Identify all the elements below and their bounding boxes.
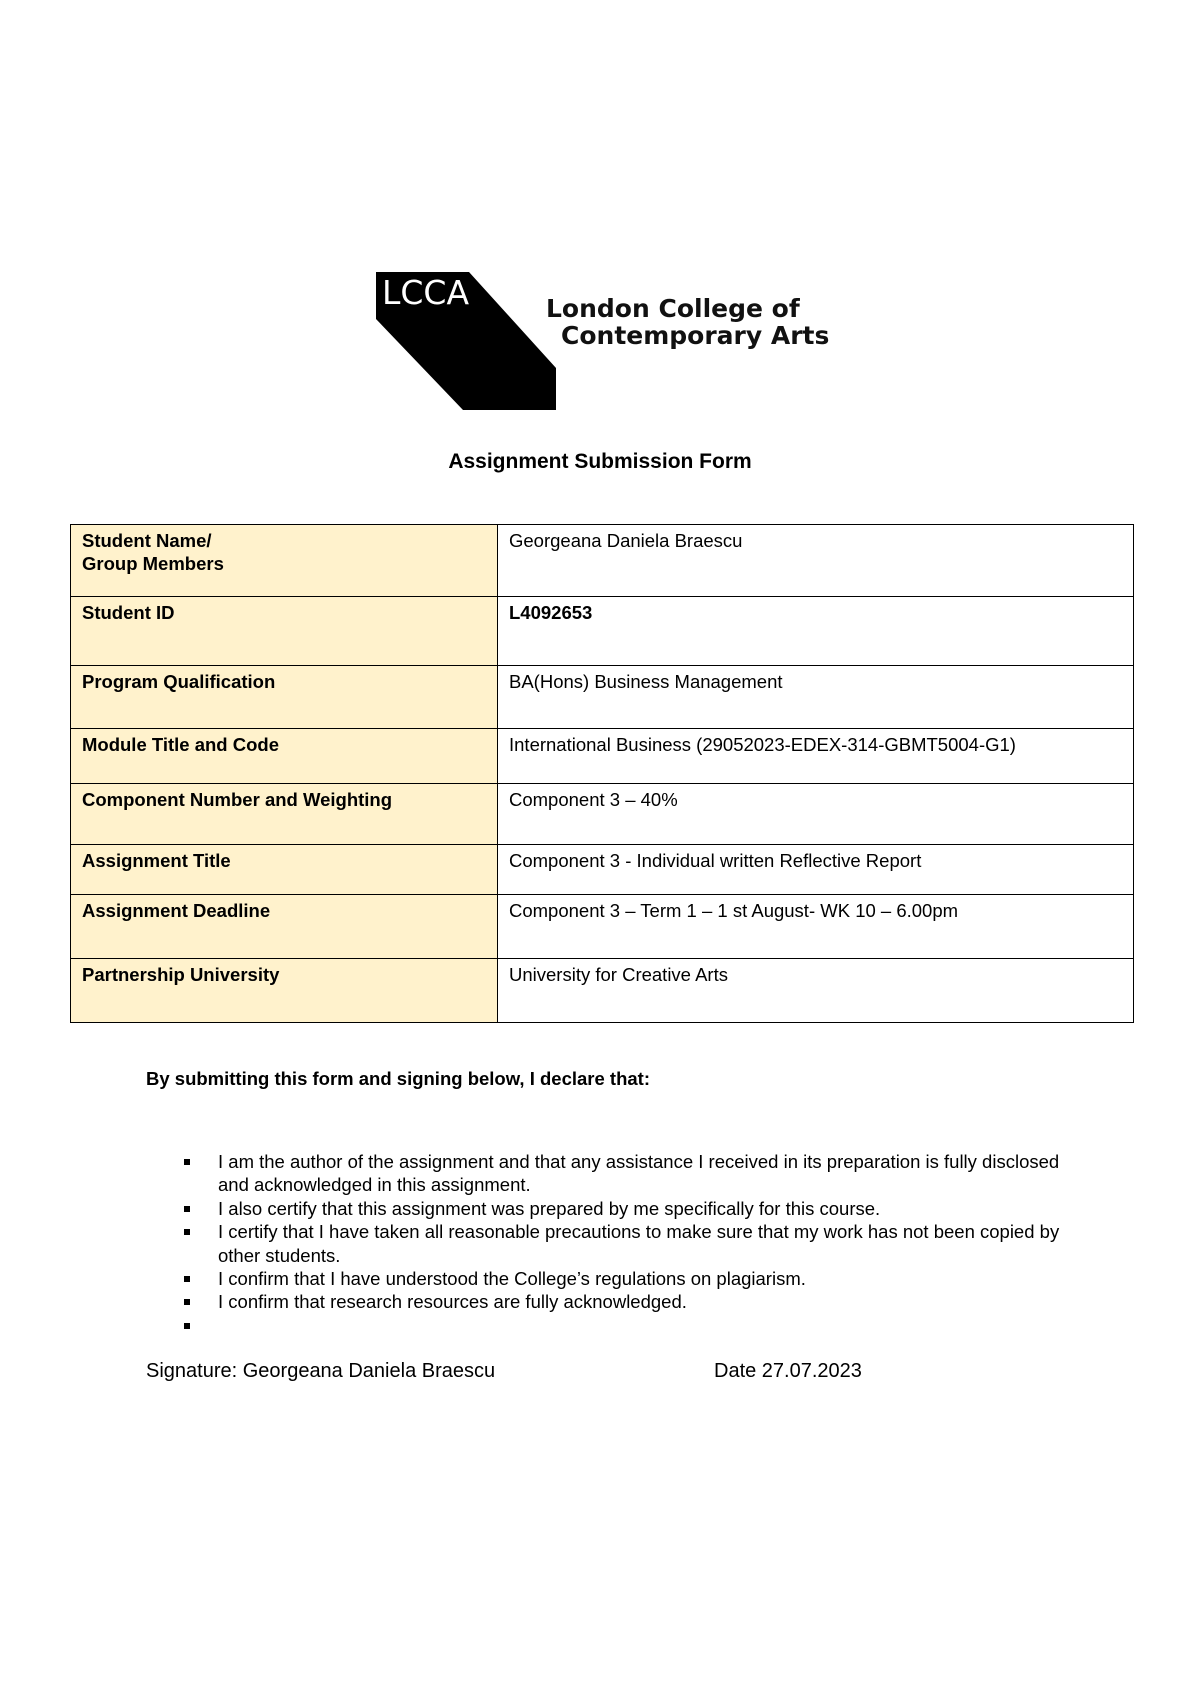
logo-name-line2: Contemporary Arts <box>561 321 830 350</box>
assignment-deadline-label: Assignment Deadline <box>71 895 498 959</box>
student-name-label <box>71 525 498 597</box>
declaration-list <box>146 1150 1076 1337</box>
declaration-item: I confirm that I have understood the College’s regulations on plagiarism. <box>146 1267 1076 1290</box>
table-row-program-qualification <box>71 666 1134 729</box>
student-name-label-line1: Student Name/ <box>82 530 212 551</box>
student-id-label: Student ID <box>71 597 498 666</box>
logo-mark-text: LCCA <box>382 273 470 312</box>
module-title-label: Module Title and Code <box>71 729 498 784</box>
table-row-student-name <box>71 525 1134 597</box>
form-title: Assignment Submission Form <box>448 450 752 473</box>
table-row-module-title <box>71 729 1134 784</box>
logo-name-line1: London College of <box>546 294 800 323</box>
declaration-item: I certify that I have taken all reasonable precautions to make sure that my work has not been copied by other students. <box>146 1220 1076 1267</box>
table-row-partnership-university <box>71 959 1134 1023</box>
program-qualification-label: Program Qualification <box>71 666 498 729</box>
submission-details-table <box>70 524 1134 1023</box>
lcca-logo <box>376 272 836 410</box>
signature-line: Signature: Georgeana Daniela Braescu <box>146 1360 496 1382</box>
component-weighting-value: Component 3 – 40% <box>498 784 1134 845</box>
component-weighting-label: Component Number and Weighting <box>71 784 498 845</box>
partnership-university-value: University for Creative Arts <box>498 959 1134 1023</box>
declaration-item: I also certify that this assignment was prepared by me specifically for this course. <box>146 1197 1076 1220</box>
student-name-label-line2: Group Members <box>82 553 224 574</box>
declaration-item: I confirm that research resources are fully acknowledged. <box>146 1290 1076 1313</box>
module-title-value: International Business (29052023-EDEX-314-GBMT5004-G1) <box>498 729 1134 784</box>
table-row-component-weighting <box>71 784 1134 845</box>
lcca-logo-mark <box>376 272 556 410</box>
student-name-value: Georgeana Daniela Braescu <box>498 525 1134 597</box>
declaration-heading: By submitting this form and signing below, I declare that: <box>146 1068 650 1089</box>
partnership-university-label: Partnership University <box>71 959 498 1023</box>
declaration-item-empty <box>146 1314 1076 1337</box>
assignment-deadline-value: Component 3 – Term 1 – 1 st August- WK 10 – 6.00pm <box>498 895 1134 959</box>
date-line: Date 27.07.2023 <box>714 1360 862 1382</box>
declaration-item: I am the author of the assignment and that any assistance I received in its preparation is fully disclosed and acknowledged in this assignment. <box>146 1150 1076 1197</box>
assignment-title-label: Assignment Title <box>71 845 498 895</box>
student-id-value: L4092653 <box>498 597 1134 666</box>
table-row-assignment-title <box>71 845 1134 895</box>
assignment-title-value: Component 3 - Individual written Reflective Report <box>498 845 1134 895</box>
table-row-student-id <box>71 597 1134 666</box>
table-row-assignment-deadline <box>71 895 1134 959</box>
program-qualification-value: BA(Hons) Business Management <box>498 666 1134 729</box>
